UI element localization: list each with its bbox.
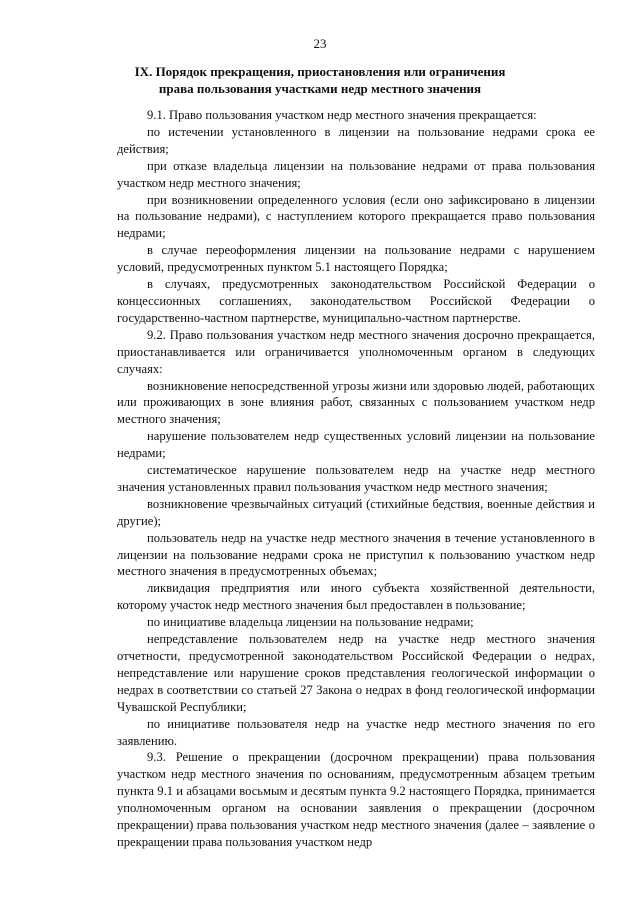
paragraph: систематическое нарушение пользователем недр на участке недр местного значения установленных правил пользования участком недр местного значения; (117, 463, 595, 494)
paragraph: в случаях, предусмотренных законодательством Российской Федерации о концессионных соглашениях, законодательством Российской Федерации о государственно-частном партнерстве, муниципально-частном партнерстве. (117, 277, 595, 325)
paragraph: возникновение непосредственной угрозы жизни или здоровью людей, работающих или проживающих в зоне влияния работ, связанных с пользованием участком недр местного значения; (117, 378, 595, 427)
paragraph: по инициативе владельца лицензии на пользование недрами; (147, 615, 474, 630)
paragraph-9-3: 9.3. Решение о прекращении (досрочном прекращении) права пользования участком недр местного значения по основаниям, предусмотренным абзацем третьим пункта 9.1 и абзацами восьмым и десятым пункта 9.2 настоящего Порядка, принимается уполномоченным органом на основании заявления о прекращении (досрочном прекращении) права пользования участком недр местного значения (далее – заявление о прекращении права пользования участком недр (117, 750, 595, 849)
paragraph-9-2: 9.2. Право пользования участком недр местного значения досрочно прекращается, приостанавливается или ограничивается уполномоченным органом в следующих случаях: (117, 327, 595, 376)
paragraph: по инициативе пользователя недр на участке недр местного значения по его заявлению. (117, 716, 595, 748)
paragraph: в случае переоформления лицензии на пользование недрами с нарушением условий, предусмотренных пунктом 5.1 настоящего Порядка; (117, 243, 595, 275)
paragraph: нарушение пользователем недр существенных условий лицензии на пользование недрами; (117, 429, 595, 461)
paragraph: непредставление пользователем недр на участке недр местного значения отчетности, предусмотренной законодательством Российской Федерации о недрах, непредставление или нарушение сроков представления геологической информации о недрах в соответствии со статьей 27 Закона о недрах в фонд геологической информации Чувашской Республики; (117, 632, 595, 714)
document-body (117, 107, 595, 851)
page-number: 23 (313, 36, 327, 51)
paragraph: пользователь недр на участке недр местного значения в течение установленного в лицензии на пользование недрами срока не приступил к пользованию участком недр местного значения в предусмотренных объемах; (117, 530, 595, 579)
paragraph: ликвидация предприятия или иного субъекта хозяйственной деятельности, которому участок недр местного значения был предоставлен в пользование; (117, 581, 595, 613)
paragraph: при возникновении определенного условия (если оно зафиксировано в лицензии на пользование недрами), с наступлением которого прекращается право пользования недрами; (117, 192, 595, 241)
section-heading: IX. Порядок прекращения, приостановления или ограничения права пользования участками недр местного значения (134, 64, 506, 96)
paragraph: возникновение чрезвычайных ситуаций (стихийные бедствия, военные действия и другие); (117, 496, 595, 528)
paragraph: при отказе владельца лицензии на пользование недрами от права пользования участком недр местного значения; (117, 158, 595, 190)
paragraph-9-1: 9.1. Право пользования участком недр местного значения прекращается: (147, 108, 537, 122)
paragraph: по истечении установленного в лицензии на пользование недрами срока ее действия; (117, 124, 595, 156)
